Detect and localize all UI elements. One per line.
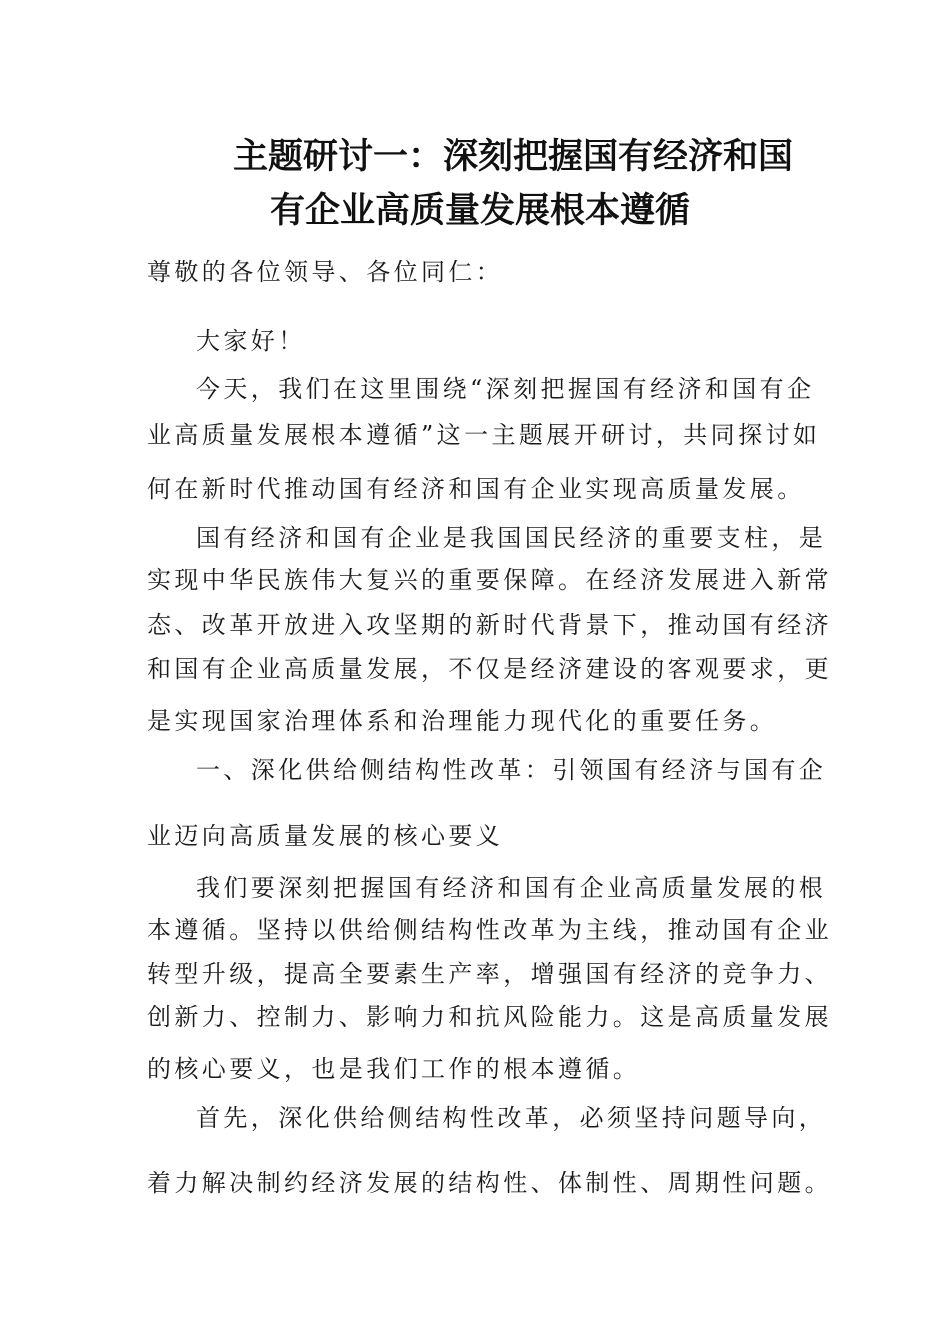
paragraph-line: 转型升级，提高全要素生产率，增强国有经济的竞争力、 [147, 960, 832, 988]
document-title-line-1: 主题研讨一：深刻把握国有经济和国 [233, 137, 794, 177]
section-heading-line: 业迈向高质量发展的核心要义 [147, 822, 504, 850]
paragraph-line: 的核心要义，也是我们工作的根本遵循。 [147, 1055, 641, 1083]
greeting: 大家好！ [196, 327, 306, 355]
section-heading-line: 一、深化供给侧结构性改革：引领国有经济与国有企 [196, 756, 827, 784]
salutation: 尊敬的各位领导、各位同仁： [147, 258, 504, 286]
paragraph-line: 业高质量发展根本遵循”这一主题展开研讨，共同探讨如 [147, 421, 821, 449]
paragraph-line: 是实现国家治理体系和治理能力现代化的重要任务。 [147, 707, 778, 735]
paragraph-line: 首先，深化供给侧结构性改革，必须坚持问题导向， [196, 1104, 827, 1132]
paragraph-line: 和国有企业高质量发展，不仅是经济建设的客观要求，更 [147, 655, 832, 683]
paragraph-line: 本遵循。坚持以供给侧结构性改革为主线，推动国有企业 [147, 916, 832, 944]
paragraph-line: 国有经济和国有企业是我国国民经济的重要支柱，是 [196, 524, 827, 552]
paragraph-line: 着力解决制约经济发展的结构性、体制性、周期性问题。 [147, 1169, 832, 1197]
paragraph-line: 创新力、控制力、影响力和抗风险能力。这是高质量发展 [147, 1003, 832, 1031]
paragraph-line: 态、改革开放进入攻坚期的新时代背景下，推动国有经济 [147, 611, 832, 639]
paragraph-line: 实现中华民族伟大复兴的重要保障。在经济发展进入新常 [147, 566, 832, 594]
document-title-line-2: 有企业高质量发展根本遵循 [270, 191, 691, 231]
paragraph-line: 我们要深刻把握国有经济和国有企业高质量发展的根 [196, 874, 827, 902]
paragraph-line: 今天，我们在这里围绕“深刻把握国有经济和国有企 [196, 375, 815, 403]
paragraph-line: 何在新时代推动国有经济和国有企业实现高质量发展。 [147, 475, 805, 503]
